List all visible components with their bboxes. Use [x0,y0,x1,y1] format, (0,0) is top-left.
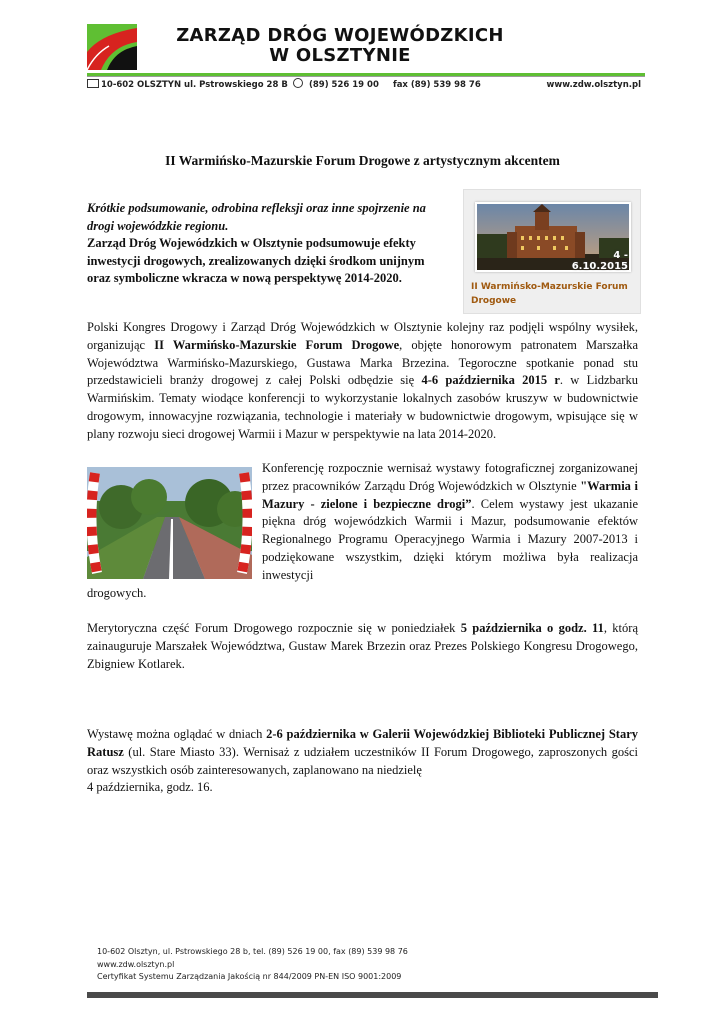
organization-name [150,26,530,66]
p4-text-1: Wystawę można oglądać w dniach [87,727,267,741]
document-title: II Warmińsko-Mazurskie Forum Drogowe z artystycznym akcentem [165,153,560,168]
paragraph-2-continued [87,585,638,603]
p2-text-2: . Celem wystawy jest ukazanie piękna dróg wojewódzkich Warmii i Mazur, podsumowanie efektów Regionalnego Programu Operacyjnego Warmia i Mazury 2007-2013 i podziękowane wszystkim, dzięki którym możliwa była realizacja inwestycji [262,496,639,582]
intro-block [87,200,449,288]
p1-text-2: , objęte honorowym patronatem Marszałka Województwa Warmińsko-Mazurskiego, Gustawa Marka Brzezina. Tegoroczne spotkanie ponad stu przedstawicieli branży drogowej z całej Polski odbędzie się [87,337,638,388]
header-rule-gray [87,76,645,77]
organization-name-line1: ZARZĄD DRÓG WOJEWÓDZKICH [176,25,504,46]
footer-bar [87,992,658,998]
organization-name-line2: W OLSZTYNIE [269,45,411,66]
forum-promo-banner[interactable] [463,189,641,314]
p2-text-1: Konferencję rozpocznie wernisaż wystawy fotograficznej zorganizowanej przez pracowników Zarządu Dróg Wojewódzkich w Olsztynie [262,461,638,493]
p2-text-3: drogowych. [87,586,147,600]
phone-icon [293,78,303,88]
p4-bold-1: 2-6 października w Galerii Wojewódzkiej Biblioteki Publicznej Stary Ratusz [87,727,638,759]
footer-certificate: Certyfikat Systemu Zarządzania Jakością nr 844/2009 PN-EN ISO 9001:2009 [97,972,402,981]
p4-text-3: 4 października, godz. 16. [87,780,213,795]
p1-text-3: . w Lidzbarku Warmińskim. Tematy wiodące konferencji to wykorzystanie lokalnych zasobów kruszyw w budownictwie drogowym, innowacyjne rozwiązania, technologie i materiały w budownictwie drogowym, wpisujące się w plany rozwoju sieci drogowej Warmii i Mazur w perspektywie na lata 2014-2020. [87,373,638,441]
page-footer [97,946,547,984]
road-mirror-photo [87,467,252,579]
zdw-logo [87,24,137,70]
header-fax: fax (89) 539 98 76 [393,80,481,90]
header-contact-bar [87,78,645,92]
header-phone: (89) 526 19 00 [293,78,379,92]
promo-date-label: 4 - 6.10.2015 [571,250,628,272]
footer-website[interactable]: www.zdw.olsztyn.pl [97,959,175,969]
p3-text-1: Merytoryczna część Forum Drogowego rozpocznie się w poniedziałek [87,621,461,635]
paragraph-4 [87,726,638,797]
footer-address: 10-602 Olsztyn, ul. Pstrowskiego 28 b, tel. (89) 526 19 00, fax (89) 539 98 76 [97,947,408,956]
paragraph-3 [87,620,638,673]
intro-line2: Zarząd Dróg Wojewódzkich w Olsztynie podsumowuje efekty inwestycji drogowych, zrealizowanych dzięki środkom unijnym oraz symboliczne wkracza w nową perspektywę 2014-2020. [87,236,425,285]
header-website[interactable]: www.zdw.olsztyn.pl [546,80,641,90]
p3-text-2: , którą zainauguruje Marszałek Województwa, Gustaw Marek Brzezin oraz Prezes Polskiego Kongresu Drogowego, Zbigniew Kotlarek. [87,621,638,671]
intro-line1: Krótkie podsumowanie, odrobina refleksji oraz inne spojrzenie na drogi wojewódzkie regionu. [87,201,426,233]
header-address: 10-602 OLSZTYN ul. Pstrowskiego 28 B [87,78,288,92]
p1-bold-2: 4-6 października 2015 r [421,373,560,388]
p3-bold-1: 5 października o godz. 11 [460,621,604,635]
p2-bold-1: "Warmia i Mazury - zielone i bezpieczne drogi” [262,478,638,511]
envelope-icon [87,79,99,88]
paragraph-2 [262,460,638,585]
p1-text-1: Polski Kongres Drogowy i Zarząd Dróg Wojewódzkich w Olsztynie kolejny raz podjęli wspólny wysiłek, organizując [87,320,638,352]
paragraph-1 [87,319,638,444]
p4-text-2: (ul. Stare Miasto 33). Wernisaż z udziałem uczestników II Forum Drogowego, zaproszonych gości oraz wszystkich osób zainteresowanych, zaplanowano na niedzielę [87,744,638,777]
p1-bold-1: II Warmińsko-Mazurskie Forum Drogowe [154,337,400,352]
promo-caption: II Warmińsko-Mazurskie Forum Drogowe [471,282,628,306]
